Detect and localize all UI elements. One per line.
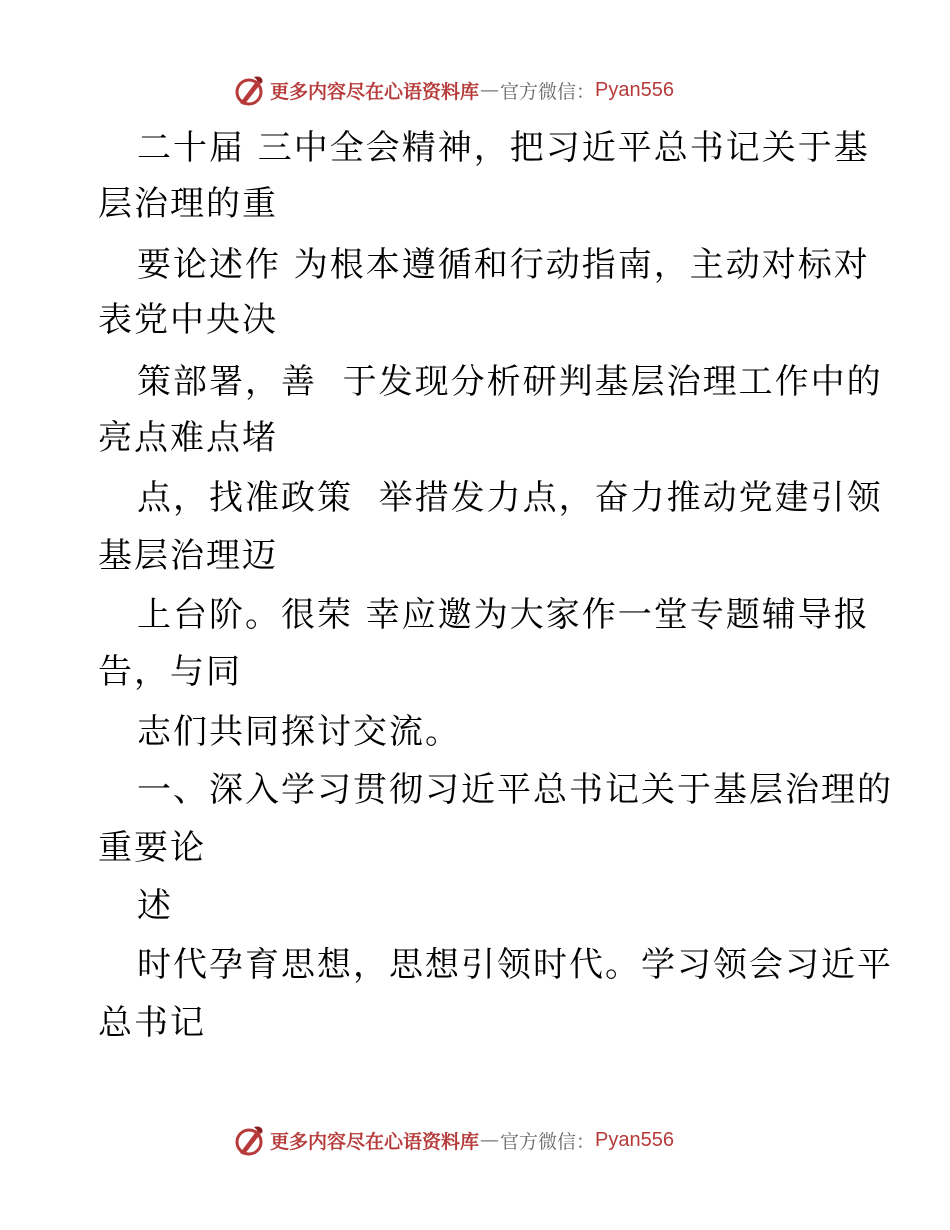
promo-text: 更多内容尽在心语资料库 xyxy=(270,80,480,103)
body-line: 志们共同探讨交流。 xyxy=(137,712,461,752)
body-line: 告，与同 xyxy=(98,652,242,692)
body-line: 述 xyxy=(137,886,173,926)
body-line: 要论述作 为根本遵循和行动指南，主动对标对 xyxy=(137,245,870,285)
body-line: 表党中央决 xyxy=(98,300,278,340)
body-line: 层治理的重 xyxy=(98,184,278,224)
promo-text: 更多内容尽在心语资料库 xyxy=(270,1130,480,1153)
footer-watermark-content xyxy=(232,1120,674,1160)
body-line: 策部署，善 于发现分析研判基层治理工作中的 xyxy=(137,362,883,402)
quill-logo-icon xyxy=(232,1123,266,1157)
wechat-id: Pyan556 xyxy=(595,1128,674,1151)
body-line: 时代孕育思想，思想引领时代。学习领会习近平 xyxy=(137,945,893,985)
wechat-label: 官方微信： xyxy=(500,80,596,103)
footer-watermark-banner xyxy=(0,1120,950,1160)
wechat-id: Pyan556 xyxy=(595,78,674,101)
separator-dash: — xyxy=(480,79,500,101)
body-line: 总书记 xyxy=(98,1003,206,1043)
separator-dash: — xyxy=(480,1129,500,1151)
body-line: 亮点难点堵 xyxy=(98,418,278,458)
body-line: 二十届 三中全会精神，把习近平总书记关于基 xyxy=(137,128,870,168)
body-line: 基层治理迈 xyxy=(98,536,278,576)
body-line: 上台阶。很荣 幸应邀为大家作一堂专题辅导报 xyxy=(137,595,870,635)
wechat-label: 官方微信： xyxy=(500,1130,596,1153)
body-line: 一、深入学习贯彻习近平总书记关于基层治理的 xyxy=(137,770,893,810)
body-line: 点，找准政策 举措发力点，奋力推动党建引领 xyxy=(137,478,883,518)
body-line: 重要论 xyxy=(98,828,206,868)
